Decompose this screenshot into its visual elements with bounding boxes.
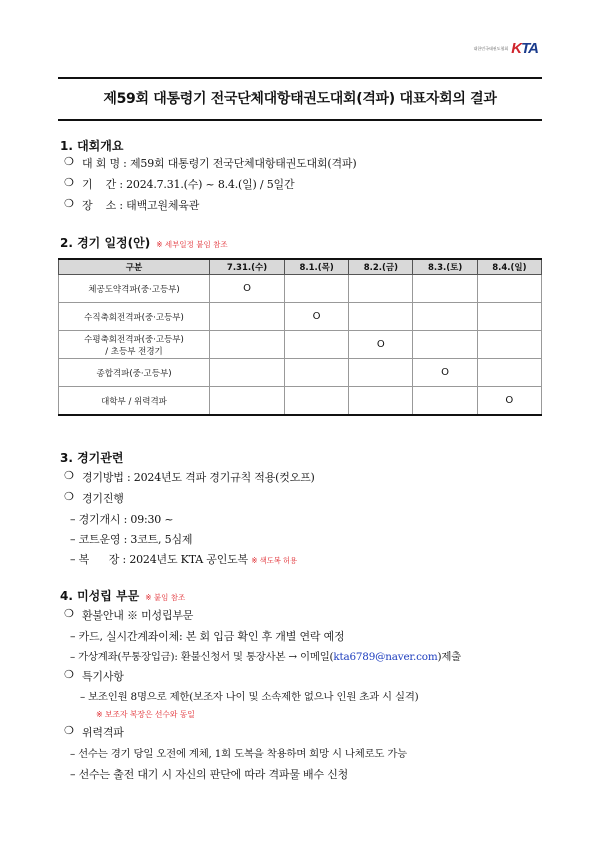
title-rule-bottom [58, 119, 542, 121]
schedule-cell [413, 359, 477, 387]
schedule-cell [477, 387, 541, 416]
schedule-row [59, 331, 542, 359]
s4-refund-card: – 카드, 실시간계좌이체: 본 회 입금 확인 후 개별 연락 예정 [70, 630, 345, 643]
s4-special: 특기사항 [82, 670, 124, 683]
document-title: 제59회 대통령기 전국단체대항태권도대회(격파) 대표자회의 결과 [103, 91, 497, 107]
schedule-cell [477, 275, 541, 303]
bullet-icon: ❍ [64, 469, 74, 482]
kta-logo [473, 40, 538, 57]
header-day-2: 8.1.(목) [285, 259, 349, 275]
schedule-category [59, 275, 210, 303]
schedule-row [59, 387, 542, 416]
schedule-mark: O [505, 395, 514, 406]
section-4-heading [60, 587, 185, 604]
schedule-header-row [59, 259, 542, 275]
schedule-table [58, 258, 542, 416]
schedule-cell [477, 331, 541, 359]
schedule-row [59, 275, 542, 303]
header-day-3: 8.2.(금) [349, 259, 413, 275]
s3-method: 경기방법 : 2024년도 격파 경기규칙 적용(컷오프) [82, 471, 315, 484]
schedule-category [59, 387, 210, 416]
schedule-cell [210, 331, 285, 359]
s4-assistant-note: ※ 보조자 복장은 선수와 동일 [96, 710, 195, 719]
schedule-cell [210, 359, 285, 387]
header-day-4: 8.3.(토) [413, 259, 477, 275]
bullet-icon: ❍ [64, 724, 74, 737]
schedule-cell [349, 359, 413, 387]
schedule-cell [210, 275, 285, 303]
section-4-note: ※ 붙임 참조 [145, 593, 186, 602]
s4-refund-virtual-a: – 가상계좌(무통장입금): 환불신청서 및 통장사본 → 이메일( [70, 651, 334, 663]
s4-assistant-note-line [96, 707, 195, 720]
s3-uniform-note: ※ 색도복 허용 [251, 556, 297, 565]
header-day-1: 7.31.(수) [210, 259, 285, 275]
schedule-cell [349, 331, 413, 359]
section-3-heading: 3. 경기관련 [60, 451, 124, 465]
schedule-row [59, 303, 542, 331]
schedule-mark: O [243, 283, 251, 294]
schedule-cell [349, 275, 413, 303]
bullet-icon: ❍ [64, 197, 74, 210]
email-link[interactable]: kta6789@naver.com [333, 651, 438, 663]
schedule-cell [210, 303, 285, 331]
bullet-icon: ❍ [64, 176, 74, 189]
logo-mark-k: K [511, 40, 522, 57]
schedule-cell [285, 275, 349, 303]
schedule-category [59, 331, 210, 359]
header-category: 구분 [59, 259, 210, 275]
s3-uniform-text: – 복 장 : 2024년도 KTA 공인도복 [70, 553, 248, 566]
section-1-heading: 1. 대회개요 [60, 139, 124, 153]
s4-power-weigh: – 선수는 경기 당일 오전에 계체, 1회 도복을 착용하며 희망 시 나체로도 가능 [70, 748, 408, 760]
s1-venue: 장 소 : 태백고원체육관 [82, 199, 200, 212]
s4-assistant-limit: – 보조인원 8명으로 제한(보조자 나이 및 소속제한 없으나 인원 초과 시 실격) [80, 691, 419, 703]
schedule-cell [349, 387, 413, 416]
schedule-cell [285, 359, 349, 387]
logo-mark-ta: TA [521, 40, 538, 57]
s3-uniform [70, 551, 297, 567]
schedule-category [59, 359, 210, 387]
logo-mark [511, 40, 538, 57]
s4-refund: 환불안내 ※ 미성립부문 [82, 609, 194, 622]
schedule-category-label: 체공도약격파(중·고등부) [88, 284, 180, 295]
schedule-category-label: 대학부 / 위력격파 [101, 396, 167, 407]
schedule-cell [477, 303, 541, 331]
bullet-icon: ❍ [64, 490, 74, 503]
schedule-mark: O [312, 311, 321, 322]
schedule-cell [413, 275, 477, 303]
schedule-mark: O [441, 367, 450, 378]
s3-court: – 코트운영 : 3코트, 5심제 [70, 533, 193, 546]
s4-refund-virtual [70, 648, 461, 663]
s3-progress: 경기진행 [82, 492, 124, 505]
schedule-cell [413, 303, 477, 331]
s3-start-time: – 경기개시 : 09:30 ~ [70, 513, 174, 526]
schedule-cell [349, 303, 413, 331]
schedule-category-label: 수직축회전격파(중·고등부) [84, 312, 184, 323]
schedule-cell [285, 303, 349, 331]
bullet-icon: ❍ [64, 668, 74, 681]
schedule-category-label-2: / 초등부 전경기 [105, 346, 163, 357]
s1-event-name: 대 회 명 : 제59회 대통령기 전국단체대항태권도대회(격파) [82, 157, 357, 170]
bullet-icon: ❍ [64, 607, 74, 620]
header-day-5: 8.4.(일) [477, 259, 541, 275]
section-2-heading [60, 234, 228, 251]
schedule-cell [285, 387, 349, 416]
schedule-mark: O [376, 339, 385, 350]
bullet-icon: ❍ [64, 155, 74, 168]
schedule-cell [477, 359, 541, 387]
schedule-cell [285, 331, 349, 359]
schedule-category-label: 수평축회전격파(중·고등부) [84, 334, 184, 345]
schedule-row [59, 359, 542, 387]
s1-period: 기 간 : 2024.7.31.(수) ~ 8.4.(일) / 5일간 [82, 178, 295, 191]
section-4-title: 4. 미성립 부문 [60, 589, 140, 603]
schedule-cell [413, 331, 477, 359]
section-2-title: 2. 경기 일정(안) [60, 236, 151, 250]
schedule-category [59, 303, 210, 331]
schedule-cell [413, 387, 477, 416]
logo-org-text: 대한민국태권도협회 [473, 45, 509, 51]
title-rule-top [58, 77, 542, 79]
s4-refund-virtual-b: )제출 [437, 651, 461, 663]
schedule-category-label: 종합격파(중·고등부) [96, 368, 172, 379]
schedule-cell [210, 387, 285, 416]
s4-power-multiple: – 선수는 출전 대기 시 자신의 판단에 따라 격파물 배수 신청 [70, 768, 349, 781]
s4-power: 위력격파 [82, 726, 124, 739]
section-2-note: ※ 세부일정 붙임 참조 [156, 240, 228, 249]
